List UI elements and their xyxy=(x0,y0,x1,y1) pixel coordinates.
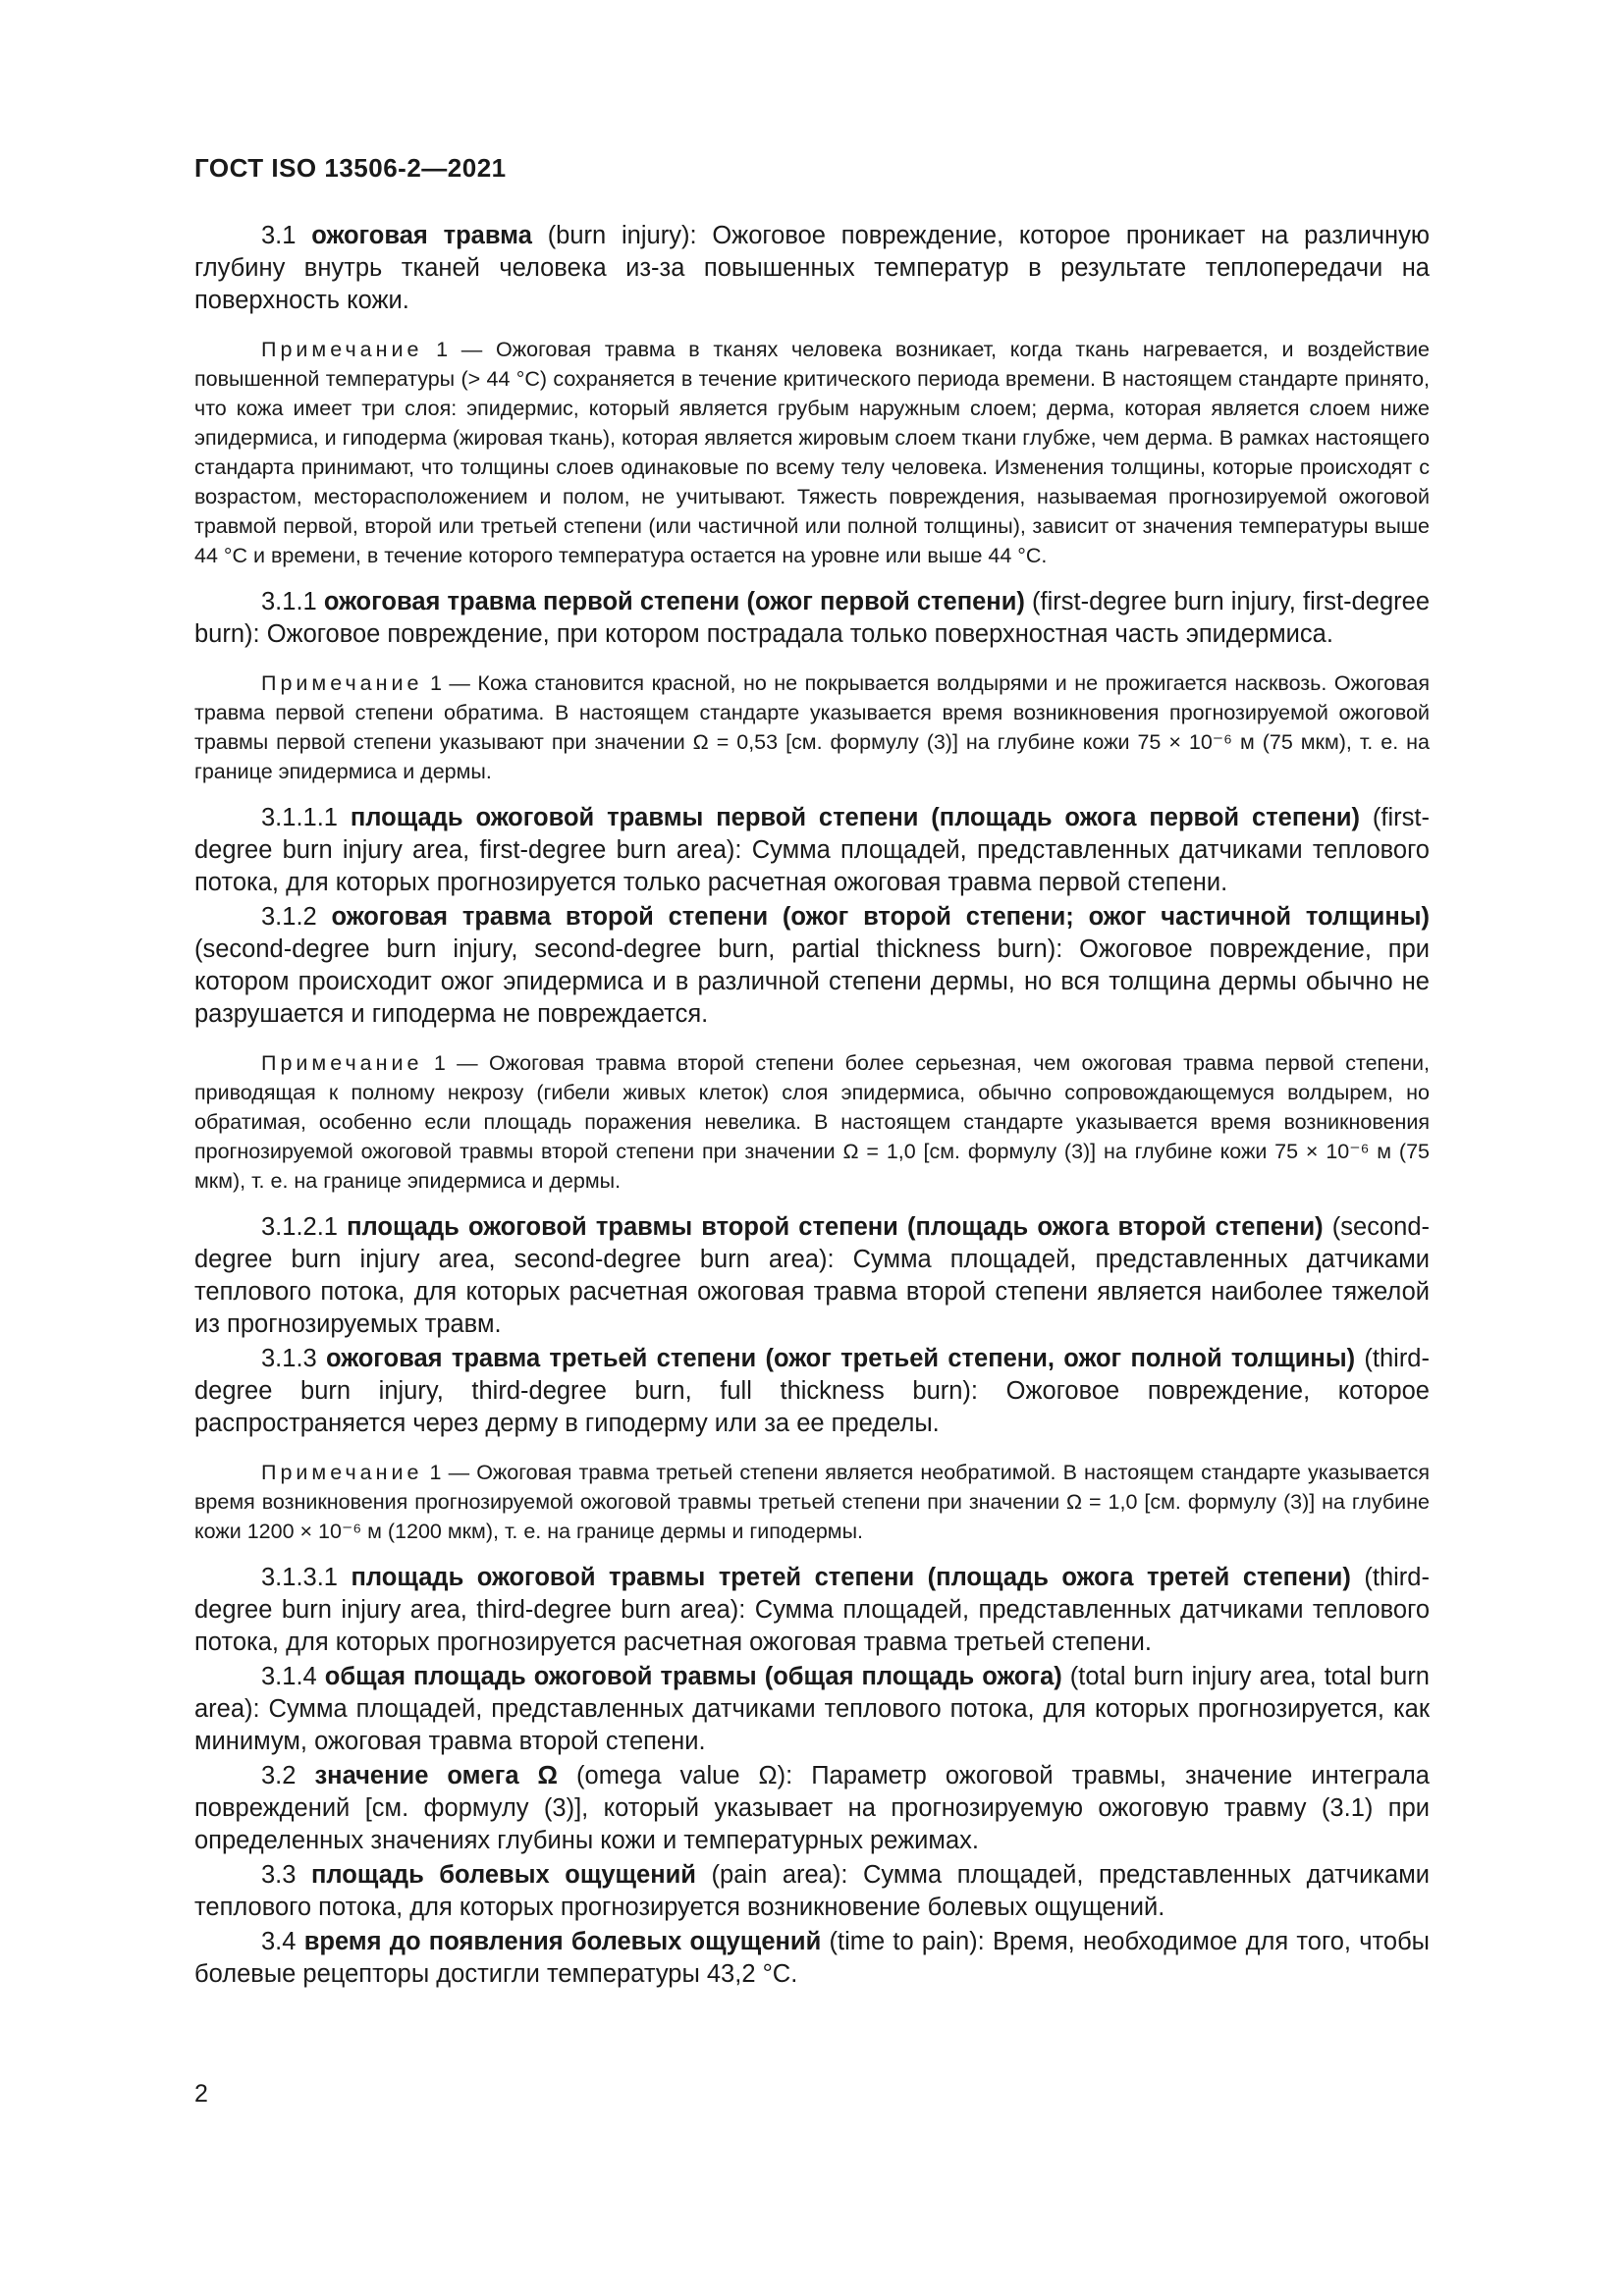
definition-3-1 xyxy=(194,220,1430,317)
note-label: Примечание xyxy=(261,671,423,695)
note-text: 1 — Ожоговая травма второй степени более серьезная, чем ожоговая травма первой степени, приводящая к полному некрозу (гибели живых клеток) слоя эпидермиса, обычно сопровождающемуся волдырем, но обратимая, особенно если площадь поражения невелика. В настоящем стандарте указывается время возникновения прогнозируемой ожоговой травмы второй степени при значении Ω = 1,0 [см. формулу (3)] на глубине кожи 75 × 10⁻⁶ м (75 мкм), т. е. на границе эпидермиса и дермы. xyxy=(194,1051,1430,1193)
definition-3-3 xyxy=(194,1859,1430,1924)
note-3-1-2 xyxy=(194,1048,1430,1196)
definition-3-1-3-1 xyxy=(194,1562,1430,1659)
clause-number: 3.1.2.1 xyxy=(261,1213,338,1241)
note-text: 1 — Ожоговая травма в тканях человека возникает, когда ткань нагревается, и воздействие повышенной температуры (> 44 °С) сохраняется в течение критического периода времени. В настоящем стандарте принято, что кожа имеет три слоя: эпидермис, который является грубым наружным слоем; дерма, которая является слоем ниже эпидермиса, и гиподерма (жировая ткань), которая является жировым слоем ткани глубже, чем дерма. В рамках настоящего стандарта принимают, что толщины слоев одинаковые по всему телу человека. Изменения толщины, которые происходят с возрастом, месторасположением и полом, не учитывают. Тяжесть повреждения, называемая прогнозируемой ожоговой травмой первой, второй или третьей степени (или частичной или полной толщины), зависит от значения температуры выше 44 °С и времени, в течение которого температура остается на уровне или выше 44 °С. xyxy=(194,338,1430,567)
clause-number: 3.4 xyxy=(261,1928,297,1955)
term: ожоговая травма второй степени (ожог второй степени; ожог частичной толщины) xyxy=(331,903,1430,931)
definition-text: (total burn injury area, total burn area): Сумма площадей, представленных датчиками теплового потока, для которых прогнозируется, как минимум, ожоговая травма второй степени. xyxy=(194,1663,1430,1755)
clause-number: 3.1.3 xyxy=(261,1345,317,1372)
note-text: 1 — Кожа становится красной, но не покрывается волдырями и не прожигается насквозь. Ожоговая травма первой степени обратима. В настоящем стандарте указывается время возникновения прогнозируемой ожоговой травмы первой степени указывают при значении Ω = 0,53 [см. формулу (3)] на глубине кожи 75 × 10⁻⁶ м (75 мкм), т. е. на границе эпидермиса и дермы. xyxy=(194,671,1430,783)
definition-3-2 xyxy=(194,1760,1430,1857)
definition-text: (second-degree burn injury area, second-degree burn area): Сумма площадей, представленных датчиками теплового потока, для которых расчетная ожоговая травма второй степени является наиболее тяжелой из прогнозируемых травм. xyxy=(194,1213,1430,1338)
term: общая площадь ожоговой травмы (общая площадь ожога) xyxy=(324,1663,1062,1690)
definition-text: (first-degree burn injury, first-degree burn): Ожоговое повреждение, при котором пострадала только поверхностная часть эпидермиса. xyxy=(194,588,1430,648)
note-label: Примечание xyxy=(261,338,423,361)
clause-number: 3.1.1.1 xyxy=(261,804,338,831)
definition-text: (first-degree burn injury area, first-degree burn area): Сумма площадей, представленных датчиками теплового потока, для которых прогнозируется только расчетная ожоговая травма первой степени. xyxy=(194,804,1430,896)
document-body xyxy=(194,220,1430,1993)
definition-3-1-2-1 xyxy=(194,1211,1430,1341)
definition-text: (third-degree burn injury area, third-degree burn area): Сумма площадей, представленных датчиками теплового потока, для которых прогнозируется расчетная ожоговая травма третьей степени. xyxy=(194,1564,1430,1656)
definition-text: (burn injury): Ожоговое повреждение, которое проникает на различную глубину внутрь тканей человека из-за повышенных температур в результате теплопередачи на поверхность кожи. xyxy=(194,222,1430,314)
term: площадь ожоговой травмы второй степени (площадь ожога второй степени) xyxy=(347,1213,1324,1241)
term: ожоговая травма третьей степени (ожог третьей степени, ожог полной толщины) xyxy=(326,1345,1356,1372)
term: площадь ожоговой травмы первой степени (площадь ожога первой степени) xyxy=(350,804,1361,831)
definition-3-1-4 xyxy=(194,1661,1430,1758)
clause-number: 3.3 xyxy=(261,1861,297,1889)
definition-3-1-1-1 xyxy=(194,802,1430,899)
definition-text: (third-degree burn injury, third-degree burn, full thickness burn): Ожоговое повреждение, которое распространяется через дерму в гиподерму или за ее пределы. xyxy=(194,1345,1430,1437)
definition-text: (second-degree burn injury, second-degree burn, partial thickness burn): Ожоговое повреждение, при котором происходит ожог эпидермиса и в различной степени дермы, но вся толщина дермы обычно не разрушается и гиподерма не повреждается. xyxy=(194,935,1430,1028)
note-3-1-3 xyxy=(194,1458,1430,1546)
definition-3-1-2 xyxy=(194,901,1430,1031)
document-header: ГОСТ ISO 13506-2—2021 xyxy=(194,153,507,183)
definition-3-4 xyxy=(194,1926,1430,1991)
term: значение омега Ω xyxy=(314,1762,558,1789)
page-number: 2 xyxy=(194,2080,208,2108)
term: время до появления болевых ощущений xyxy=(303,1928,822,1955)
note-text: 1 — Ожоговая травма третьей степени является необратимой. В настоящем стандарте указывается время возникновения прогнозируемой ожоговой травмы третьей степени при значении Ω = 1,0 [см. формулу (3)] на глубине кожи 1200 × 10⁻⁶ м (1200 мкм), т. е. на границе дермы и гиподермы. xyxy=(194,1461,1430,1543)
definition-text: (pain area): Сумма площадей, представленных датчиками теплового потока, для которых прогнозируется возникновение болевых ощущений. xyxy=(194,1861,1431,1921)
term: площадь ожоговой травмы третей степени (площадь ожога третей степени) xyxy=(351,1564,1351,1591)
term: площадь болевых ощущений xyxy=(311,1861,696,1889)
term: ожоговая травма первой степени (ожог первой степени) xyxy=(323,588,1025,615)
note-label: Примечание xyxy=(261,1051,423,1075)
clause-number: 3.1 xyxy=(261,222,297,249)
definition-3-1-1 xyxy=(194,586,1430,651)
term: ожоговая травма xyxy=(311,222,532,249)
definition-text: (time to pain): Время, необходимое для того, чтобы болевые рецепторы достигли температуры 43,2 °С. xyxy=(194,1928,1430,1988)
note-label: Примечание xyxy=(261,1461,423,1484)
clause-number: 3.1.2 xyxy=(261,903,317,931)
note-3-1 xyxy=(194,335,1430,570)
clause-number: 3.2 xyxy=(261,1762,297,1789)
clause-number: 3.1.1 xyxy=(261,588,317,615)
note-3-1-1 xyxy=(194,668,1430,786)
definition-3-1-3 xyxy=(194,1343,1430,1440)
clause-number: 3.1.4 xyxy=(261,1663,317,1690)
clause-number: 3.1.3.1 xyxy=(261,1564,338,1591)
definition-text: (omega value Ω): Параметр ожоговой травмы, значение интеграла повреждений [см. формулу (3)], который указывает на прогнозируемую ожоговую травму (3.1) при определенных значениях глубины кожи и температурных режимах. xyxy=(194,1762,1430,1854)
